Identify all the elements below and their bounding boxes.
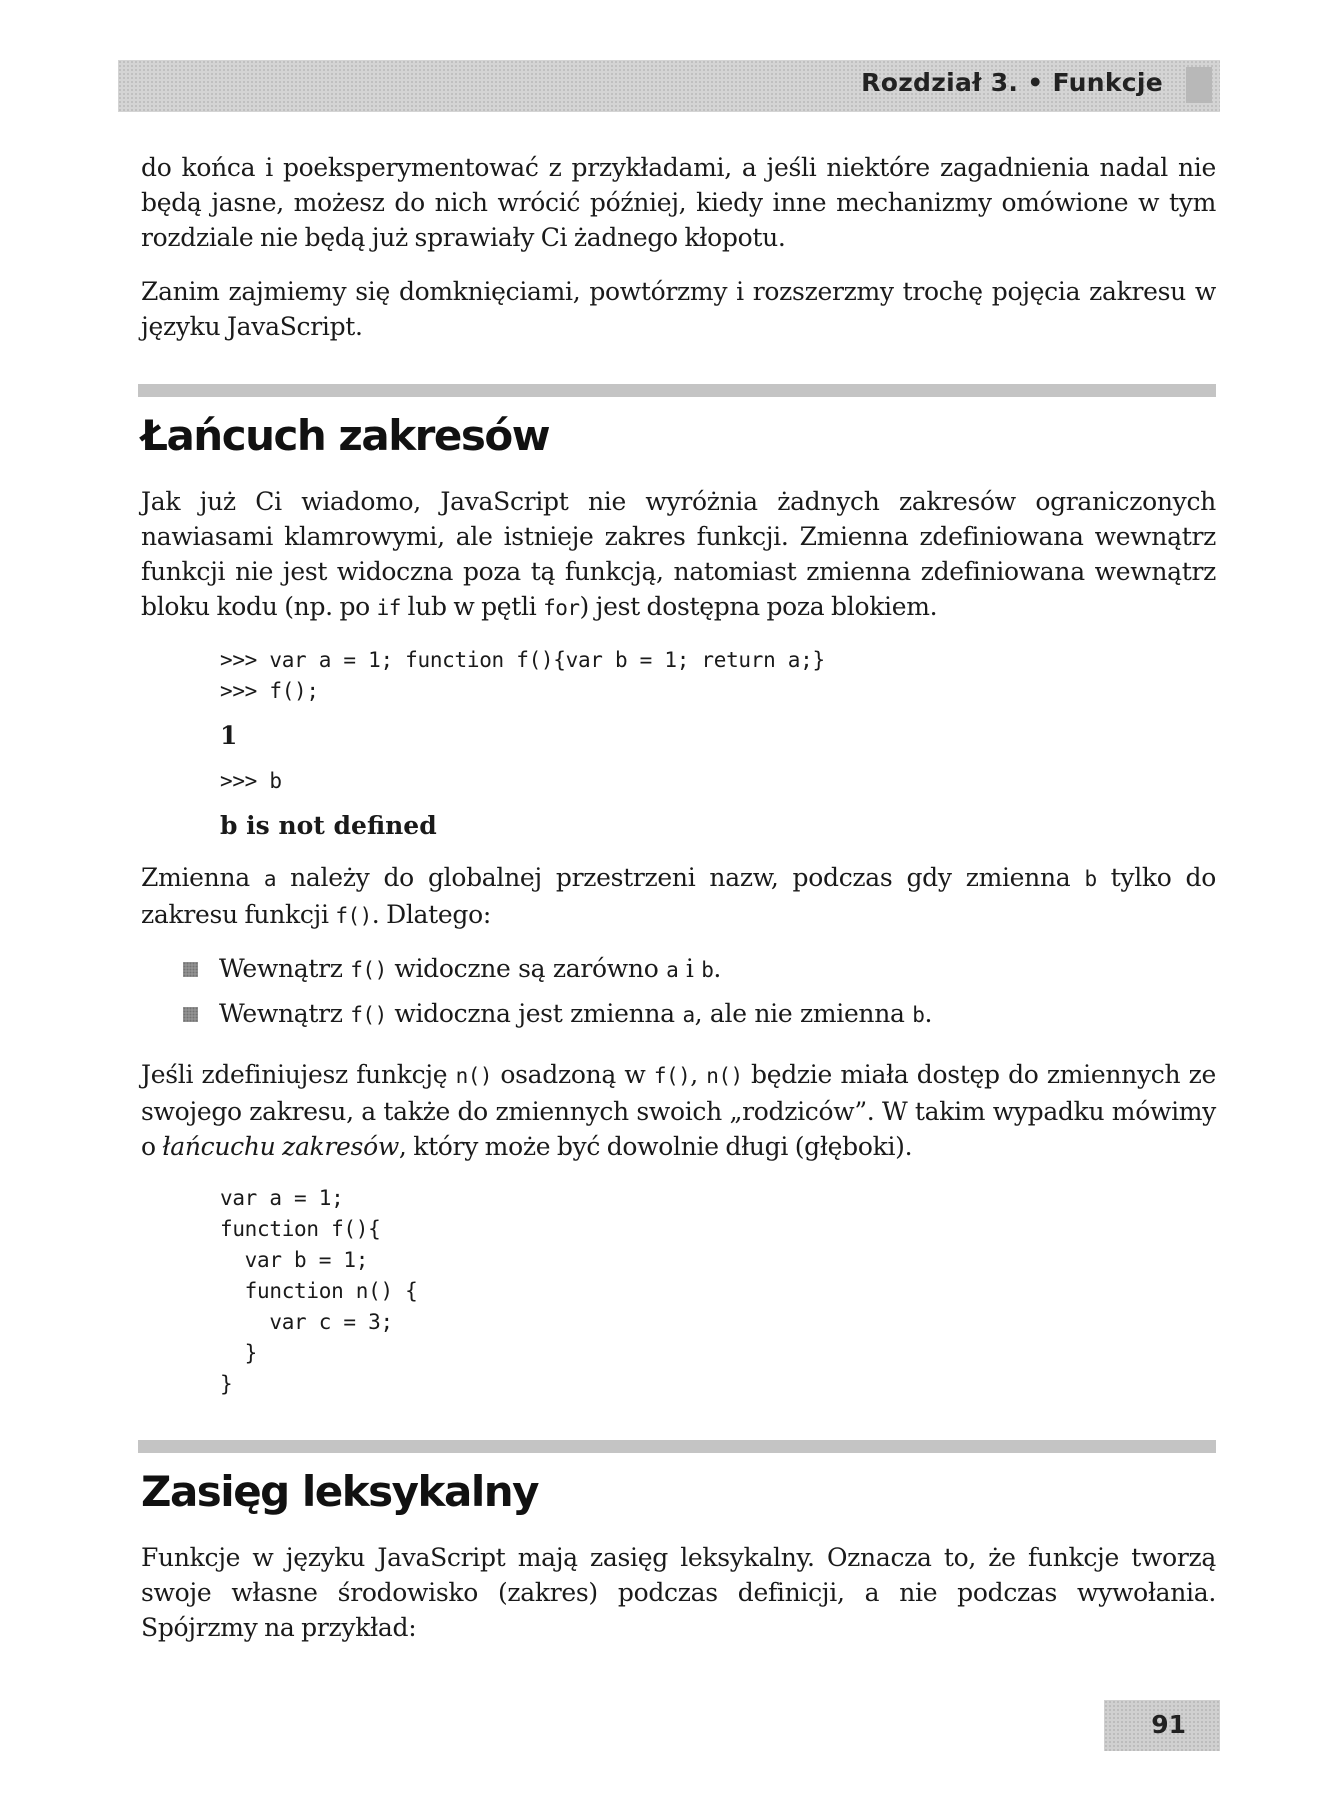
text-run: tylko do zakresu funkcji bbox=[141, 863, 1216, 929]
text-run: . bbox=[924, 999, 933, 1028]
code-line: } bbox=[220, 1341, 258, 1365]
section-heading-scope-chain: Łańcuch zakresów bbox=[141, 411, 549, 460]
inline-code: n() bbox=[706, 1064, 743, 1088]
text-run: ) jest dostępna poza blokiem. bbox=[579, 592, 938, 621]
running-head: Rozdział 3. • Funkcje bbox=[861, 68, 1163, 97]
inline-code: a bbox=[263, 867, 277, 891]
console-line: >>> f(); bbox=[220, 679, 319, 703]
code-line: } bbox=[220, 1372, 233, 1396]
list-item bbox=[141, 992, 1216, 1037]
header-tab-marker bbox=[1186, 67, 1212, 103]
text-run: należy do globalnej przestrzeni nazw, podczas gdy zmienna bbox=[276, 863, 1085, 892]
text-run: . bbox=[713, 954, 722, 983]
bullet-list bbox=[141, 947, 1216, 1037]
inline-code: for bbox=[543, 596, 580, 620]
console-line: >>> b bbox=[220, 769, 282, 793]
emphasized-term: łańcuchu zakresów bbox=[162, 1132, 399, 1161]
scope-paragraph-3 bbox=[141, 1057, 1216, 1164]
code-line: var a = 1; bbox=[220, 1186, 344, 1210]
list-item bbox=[141, 947, 1216, 992]
text-run: . Dlatego: bbox=[371, 900, 491, 929]
lexical-paragraph-1: Funkcje w języku JavaScript mają zasięg leksykalny. Oznacza to, że funkcje tworzą swoje własne środowisko (zakres) podczas definicji, a nie podczas wywołania. Spójrzmy na przykład: bbox=[141, 1543, 1216, 1642]
scope-paragraph-2 bbox=[141, 860, 1216, 934]
inline-code: a bbox=[666, 958, 679, 982]
code-listing bbox=[220, 1183, 1216, 1400]
text-run: Zmienna bbox=[141, 863, 264, 892]
inline-code: b bbox=[912, 1003, 925, 1027]
text-run: Jeśli zdefiniujesz funkcję bbox=[141, 1060, 456, 1089]
text-run: Jak już Ci wiadomo, JavaScript nie wyróżnia żadnych zakresów ograniczonych nawiasami klamrowymi, ale istnieje zakres funkcji. Zmienna zdefiniowana wewnątrz funkcji nie jest widoczna poza tą funkcją, natomiast zmienna zdefiniowana wewnątrz bloku kodu (np. po bbox=[141, 487, 1216, 621]
inline-code: if bbox=[376, 596, 401, 620]
scope-paragraph-1 bbox=[141, 484, 1216, 626]
page-content bbox=[141, 150, 1216, 1664]
page-number-box bbox=[1104, 1700, 1220, 1751]
text-run: widoczna jest zmienna bbox=[386, 999, 683, 1028]
console-output: b is not defined bbox=[220, 811, 437, 840]
inline-code: b bbox=[701, 958, 714, 982]
text-run: , ale nie zmienna bbox=[694, 999, 913, 1028]
code-line: var b = 1; bbox=[220, 1248, 369, 1272]
intro-paragraph-2: Zanim zajmiemy się domknięciami, powtórzmy i rozszerzmy trochę pojęcia zakresu w języku JavaScript. bbox=[141, 277, 1216, 341]
inline-code: f() bbox=[335, 904, 372, 928]
code-line: function n() { bbox=[220, 1279, 418, 1303]
inline-code: b bbox=[1084, 867, 1097, 891]
console-output: 1 bbox=[220, 721, 238, 750]
code-line: function f(){ bbox=[220, 1217, 381, 1241]
code-line: var c = 3; bbox=[220, 1310, 393, 1334]
inline-code: f() bbox=[653, 1064, 691, 1088]
intro-paragraph-1: do końca i poeksperymentować z przykładami, a jeśli niektóre zagadnienia nadal nie będą jasne, możesz do nich wrócić później, kiedy inne mechanizmy omówione w tym rozdziale nie będą już sprawiały Ci żadnego kłopotu. bbox=[141, 153, 1216, 252]
text-run: i bbox=[678, 954, 702, 983]
text-run: osadzoną w bbox=[492, 1060, 654, 1089]
console-example bbox=[220, 645, 1216, 840]
running-head-bar bbox=[118, 60, 1220, 112]
text-run: Wewnątrz bbox=[219, 999, 351, 1028]
text-run: będzie miała dostęp do zmiennych ze swojego zakresu, a także do zmiennych swoich „rodziców”. W takim wypadku mówimy o bbox=[141, 1060, 1216, 1161]
text-run: Wewnątrz bbox=[219, 954, 351, 983]
console-line: >>> var a = 1; function f(){var b = 1; return a;} bbox=[220, 648, 825, 672]
text-run: , bbox=[690, 1060, 707, 1089]
text-run: lub w pętli bbox=[400, 592, 544, 621]
square-bullet-icon bbox=[183, 1007, 198, 1022]
section-divider bbox=[138, 384, 1216, 397]
inline-code: n() bbox=[455, 1064, 493, 1088]
section-divider bbox=[138, 1440, 1216, 1453]
text-run: , który może być dowolnie długi (głęboki). bbox=[398, 1132, 913, 1161]
inline-code: f() bbox=[350, 1003, 387, 1027]
section-heading-lexical-scope: Zasięg leksykalny bbox=[141, 1467, 539, 1516]
square-bullet-icon bbox=[183, 962, 198, 977]
page-number: 91 bbox=[1151, 1710, 1186, 1739]
inline-code: a bbox=[682, 1003, 695, 1027]
text-run: widoczne są zarówno bbox=[386, 954, 667, 983]
inline-code: f() bbox=[350, 958, 387, 982]
